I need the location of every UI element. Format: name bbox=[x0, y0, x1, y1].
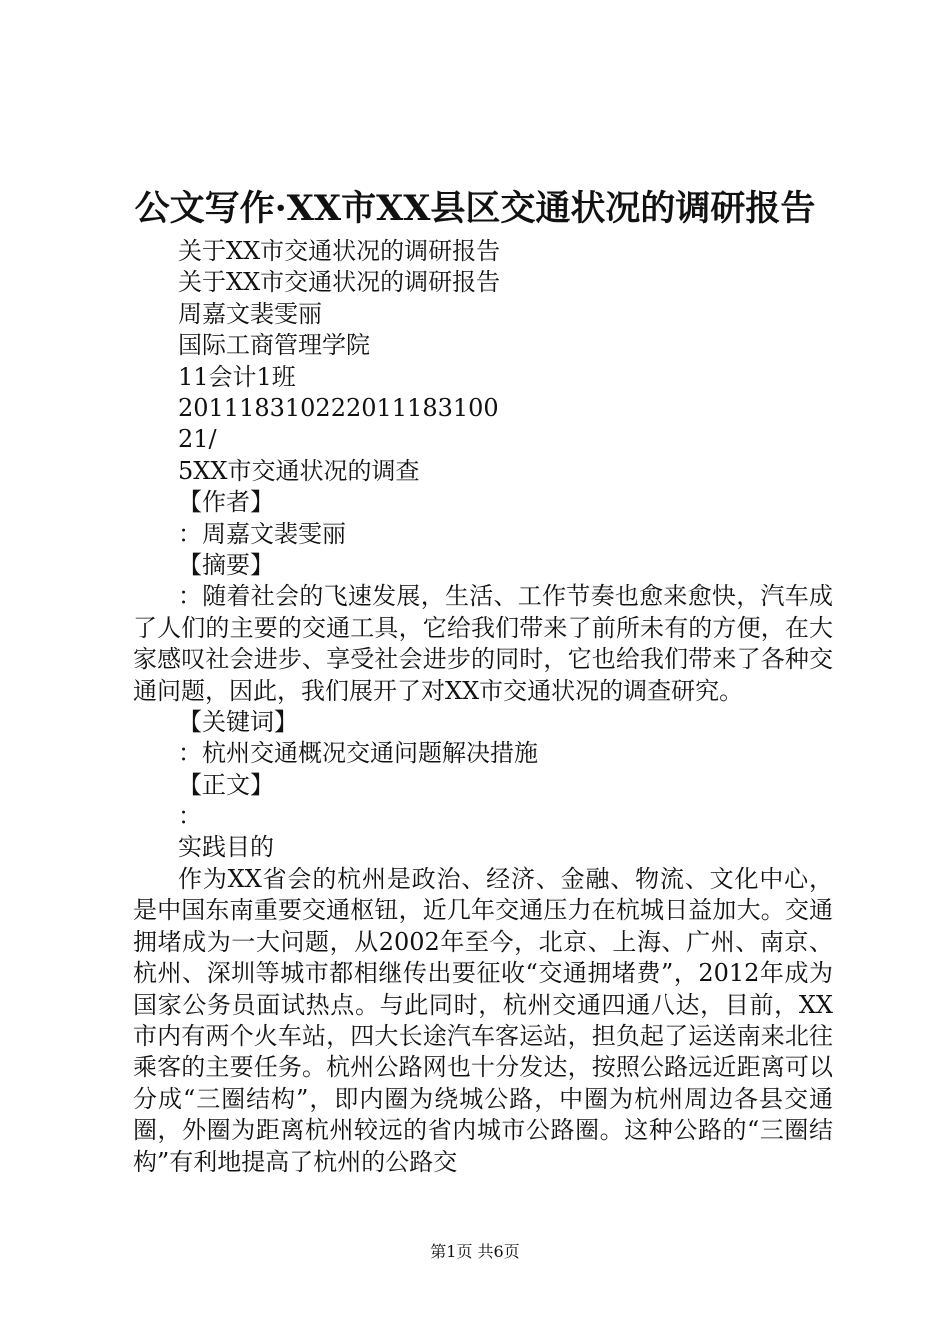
keywords-label: 【关键词】 bbox=[178, 707, 298, 736]
author-names: 周嘉文裴雯丽 bbox=[178, 299, 322, 328]
text-line: 21/ bbox=[178, 425, 217, 454]
class-name: 11会计1班 bbox=[178, 362, 296, 391]
body-paragraph: 作为XX省会的杭州是政治、经济、金融、物流、文化中心，是中国东南重要交通枢钮，近几年交通压力在杭城日益加大。交通拥堵成为一大问题，从2002年至今，北京、上海、广州、南京、杭州、深圳等城市都相继传出要征收“交通拥堵费”，2012年成为国家公务员面试热点。与此同时，杭州交通四通八达，目前，XX市内有两个火车站，四大长途汽车客运站，担负起了运送南来北往乘客的主要任务。杭州公路网也十分发达，按照公路远近距离可以分成“三圈结构”，即内圈为绕城公路，中圈为杭州周边各县交通圈，外圈为距离杭州较远的省内城市公路圈。这种公路的“三圈结构”有利地提高了杭州的公路交 bbox=[133, 864, 833, 1176]
author-label: 【作者】 bbox=[178, 488, 274, 517]
section-heading: 实践目的 bbox=[178, 833, 274, 862]
body-label: 【正文】 bbox=[178, 770, 274, 799]
school-name: 国际工商管理学院 bbox=[178, 331, 370, 360]
keywords-value: ：杭州交通概况交通问题解决措施 bbox=[178, 739, 538, 768]
abstract-label: 【摘要】 bbox=[178, 550, 274, 579]
text-line: 5XX市交通状况的调查 bbox=[178, 456, 420, 485]
body-colon: ： bbox=[178, 802, 202, 831]
text-line: 关于XX市交通状况的调研报告 bbox=[178, 268, 501, 297]
author-value: ：周嘉文裴雯丽 bbox=[178, 519, 346, 548]
text-line: 关于XX市交通状况的调研报告 bbox=[178, 237, 501, 265]
document-body bbox=[133, 236, 833, 1178]
page-footer: 第1页 共6页 bbox=[430, 1242, 520, 1261]
document-title: 公文写作·XX市XX县区交通状况的调研报告 bbox=[134, 188, 816, 229]
abstract-paragraph: ：随着社会的飞速发展，生活、工作节奏也愈来愈快，汽车成了人们的主要的交通工具，它给我们带来了前所未有的方便，在大家感叹社会进步、享受社会进步的同时，它也给我们带来了各种交通问题，因此，我们展开了对XX市交通状况的调查研究。 bbox=[133, 582, 833, 705]
student-ids: 201118310222011183100 bbox=[178, 393, 499, 422]
